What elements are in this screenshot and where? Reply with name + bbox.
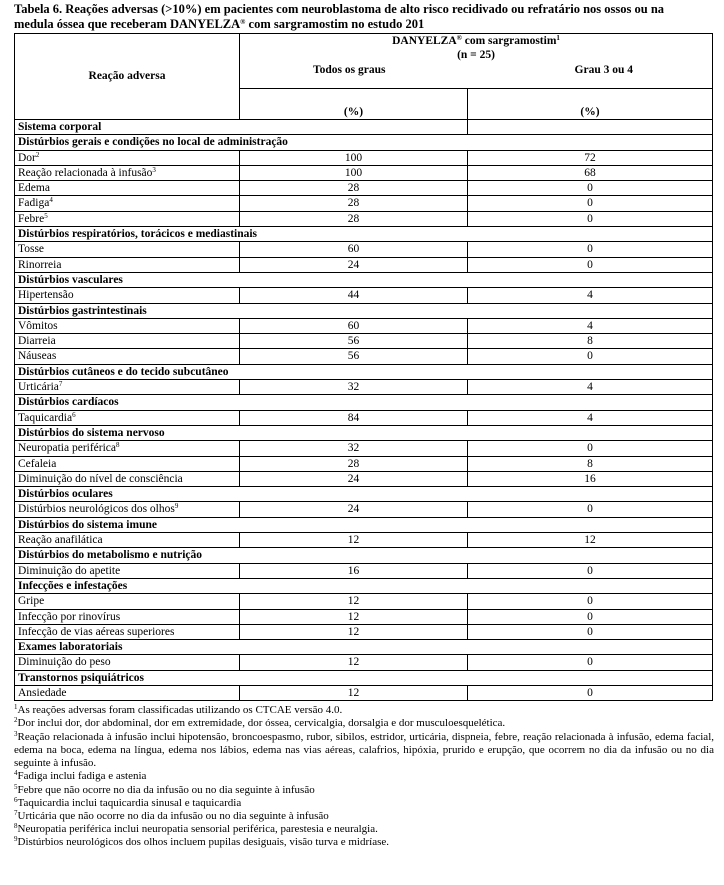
footnote-marker: 9 (174, 502, 179, 511)
table-row (15, 594, 713, 609)
all-grades-cell: 24 (240, 502, 468, 517)
grade34-cell: 8 (468, 334, 713, 349)
category-label: Distúrbios do metabolismo e nutrição (15, 548, 713, 563)
footnote-number: 2 (14, 716, 18, 725)
table-body (15, 120, 713, 701)
header-adverse-reaction: Reação adversa (15, 34, 240, 120)
grade34-cell: 4 (468, 410, 713, 425)
header-all-grades: Todos os graus (313, 63, 386, 76)
table-row (15, 563, 713, 578)
reaction-cell (15, 288, 240, 303)
reaction-label: Náuseas (18, 350, 57, 363)
category-row (15, 578, 713, 593)
reaction-cell (15, 318, 240, 333)
reaction-label: Rinorreia (18, 258, 62, 271)
grade34-cell: 8 (468, 456, 713, 471)
reaction-cell (15, 609, 240, 624)
table-row (15, 624, 713, 639)
footnote-text: Urticária que não ocorre no dia da infusão ou no dia seguinte à infusão (17, 809, 329, 822)
table-row (15, 502, 713, 517)
grade34-cell: 0 (468, 242, 713, 257)
category-label: Distúrbios do sistema nervoso (15, 425, 713, 440)
header-grade-3-4: Grau 3 ou 4 (574, 63, 633, 76)
category-label: Distúrbios gastrintestinais (15, 303, 713, 318)
table-row (15, 334, 713, 349)
footnote-text: Reação relacionada à infusão inclui hipotensão, broncoespasmo, rubor, sibilos, estridor, urticária, dispneia, febre, reação relacionada à infusão, edema facial, edema na boca, edema na língua, edema nos lábios, edema nas vias aéreas, calafrios, hipóxia, prurido e erupção, que ocorrem no dia da infusão ou no dia seguinte à infusão. (14, 730, 714, 770)
reaction-cell (15, 334, 240, 349)
table-row (15, 257, 713, 272)
all-grades-cell: 100 (240, 165, 468, 180)
header-drug-combo: com sargramostim (461, 35, 557, 47)
footnote-text: Taquicardia inclui taquicardia sinusal e taquicardia (17, 796, 242, 809)
grade34-cell: 0 (468, 609, 713, 624)
table-row (15, 533, 713, 548)
table-row (15, 318, 713, 333)
category-label: Distúrbios respiratórios, torácicos e mediastinais (15, 227, 713, 242)
reaction-label: Fadiga (18, 197, 50, 210)
footnote-marker: 2 (35, 150, 40, 159)
category-row (15, 487, 713, 502)
table-row (15, 441, 713, 456)
category-row (15, 135, 713, 150)
table-row (15, 181, 713, 196)
reaction-cell (15, 655, 240, 670)
all-grades-cell: 28 (240, 196, 468, 211)
table-row (15, 471, 713, 486)
footnote-number: 5 (14, 782, 18, 791)
reaction-cell (15, 150, 240, 165)
header-drug-group (240, 34, 713, 89)
reaction-cell (15, 196, 240, 211)
reaction-cell (15, 165, 240, 180)
category-label: Distúrbios do sistema imune (15, 517, 713, 532)
all-grades-cell: 24 (240, 257, 468, 272)
all-grades-cell: 56 (240, 349, 468, 364)
footnote-number: 7 (14, 808, 18, 817)
reaction-label: Vômitos (18, 319, 58, 332)
all-grades-cell: 84 (240, 410, 468, 425)
reaction-cell (15, 257, 240, 272)
caption-registered-mark: ® (240, 18, 246, 26)
grade34-cell: 4 (468, 380, 713, 395)
grade34-cell: 16 (468, 471, 713, 486)
footnote-marker: 8 (116, 441, 120, 450)
footnote-text: Distúrbios neurológicos dos olhos incluem pupilas desiguais, visão turva e midríase. (17, 836, 390, 849)
reaction-cell (15, 533, 240, 548)
footnote-text: As reações adversas foram classificadas utilizando os CTCAE versão 4.0. (17, 704, 343, 717)
grade34-cell: 68 (468, 165, 713, 180)
all-grades-cell: 56 (240, 334, 468, 349)
grade34-cell: 0 (468, 624, 713, 639)
category-label: Distúrbios vasculares (15, 272, 713, 287)
grade34-cell: 0 (468, 563, 713, 578)
reaction-cell (15, 624, 240, 639)
reaction-cell (15, 594, 240, 609)
reaction-label: Urticária (18, 381, 59, 394)
table-row (15, 410, 713, 425)
grade34-cell: 0 (468, 594, 713, 609)
grade34-cell: 72 (468, 150, 713, 165)
table-row (15, 288, 713, 303)
footnote-number: 8 (14, 822, 18, 831)
footnote-number: 1 (14, 703, 18, 712)
footnote-text: Febre que não ocorre no dia da infusão ou no dia seguinte à infusão (17, 783, 315, 796)
footnote-number: 6 (14, 795, 18, 804)
all-grades-cell: 44 (240, 288, 468, 303)
category-row (15, 272, 713, 287)
footnote (14, 770, 714, 783)
caption-line-2: medula óssea que receberam DANYELZA (14, 17, 241, 31)
footnotes (14, 704, 714, 849)
table-row (15, 349, 713, 364)
category-row (15, 303, 713, 318)
all-grades-cell: 28 (240, 456, 468, 471)
all-grades-cell: 100 (240, 150, 468, 165)
all-grades-cell: 24 (240, 471, 468, 486)
system-empty-cell (468, 120, 713, 135)
category-label: Distúrbios oculares (15, 487, 713, 502)
footnote-text: Fadiga inclui fadiga e astenia (17, 770, 147, 783)
footnote-marker: 6 (72, 410, 76, 419)
all-grades-cell: 12 (240, 685, 468, 700)
table-row (15, 196, 713, 211)
footnote (14, 810, 714, 823)
grade34-cell: 0 (468, 655, 713, 670)
reaction-label: Ansiedade (18, 686, 67, 699)
reaction-label: Cefaleia (18, 457, 57, 470)
category-label: Infecções e infestações (15, 578, 713, 593)
footnote-marker: 4 (49, 196, 53, 205)
category-row (15, 364, 713, 379)
reaction-cell (15, 563, 240, 578)
reaction-label: Reação anafilática (18, 534, 103, 547)
grade34-cell: 0 (468, 211, 713, 226)
reaction-cell (15, 242, 240, 257)
reaction-cell (15, 441, 240, 456)
all-grades-cell: 12 (240, 533, 468, 548)
table-row (15, 685, 713, 700)
caption-line-2-end: com sargramostim no estudo 201 (245, 17, 425, 31)
reaction-label: Neuropatia periférica (18, 442, 117, 455)
table-row (15, 456, 713, 471)
system-label: Sistema corporal (15, 120, 468, 135)
reaction-cell (15, 410, 240, 425)
table-row (15, 380, 713, 395)
all-grades-cell: 60 (240, 242, 468, 257)
reaction-cell (15, 380, 240, 395)
reaction-cell (15, 471, 240, 486)
footnote (14, 836, 714, 849)
reaction-label: Infecção por rinovírus (18, 610, 121, 623)
header-drug-footnote: 1 (556, 34, 560, 42)
category-row (15, 670, 713, 685)
table-row (15, 211, 713, 226)
all-grades-cell: 60 (240, 318, 468, 333)
reaction-label: Hipertensão (18, 289, 74, 302)
footnote-number: 9 (14, 835, 18, 844)
category-row (15, 640, 713, 655)
table-row (15, 242, 713, 257)
reaction-cell (15, 211, 240, 226)
reaction-label: Febre (18, 212, 45, 225)
category-row (15, 425, 713, 440)
footnote (14, 704, 714, 717)
caption-line-1: Tabela 6. Reações adversas (>10%) em pacientes com neuroblastoma de alto risco recidivado ou refratário nos ossos ou na (14, 2, 665, 16)
header-drug-registered: ® (456, 34, 462, 42)
reaction-label: Gripe (18, 595, 45, 608)
footnote (14, 797, 714, 810)
category-row (15, 517, 713, 532)
grade34-cell: 0 (468, 441, 713, 456)
footnote-text: Dor inclui dor, dor abdominal, dor em extremidade, dor óssea, cervicalgia, dorsalgia e dor musculoesquelética. (17, 717, 506, 730)
grade34-cell: 0 (468, 502, 713, 517)
table-row (15, 609, 713, 624)
category-label: Distúrbios gerais e condições no local de administração (15, 135, 713, 150)
footnote-marker: 3 (152, 165, 156, 174)
all-grades-cell: 32 (240, 441, 468, 456)
footnote-marker: 5 (44, 211, 48, 220)
reaction-label: Diminuição do peso (18, 656, 111, 669)
grade34-cell: 0 (468, 257, 713, 272)
category-row (15, 227, 713, 242)
reaction-label: Diminuição do apetite (18, 564, 121, 577)
footnote-marker: 7 (58, 380, 63, 389)
all-grades-cell: 12 (240, 624, 468, 639)
footnote (14, 731, 714, 771)
reaction-label: Distúrbios neurológicos dos olhos (18, 503, 175, 516)
category-label: Exames laboratoriais (15, 640, 713, 655)
header-n: (n = 25) (457, 49, 495, 62)
all-grades-cell: 12 (240, 594, 468, 609)
all-grades-cell: 32 (240, 380, 468, 395)
reaction-cell (15, 502, 240, 517)
grade34-cell: 0 (468, 196, 713, 211)
reaction-label: Tosse (18, 243, 45, 256)
all-grades-cell: 12 (240, 609, 468, 624)
footnote (14, 717, 714, 730)
grade34-cell: 0 (468, 349, 713, 364)
reaction-label: Diminuição do nível de consciência (18, 472, 183, 485)
footnote-number: 4 (14, 769, 18, 778)
grade34-cell: 4 (468, 288, 713, 303)
reaction-cell (15, 181, 240, 196)
table-row (15, 150, 713, 165)
table-row (15, 655, 713, 670)
reaction-label: Edema (18, 182, 50, 195)
all-grades-cell: 12 (240, 655, 468, 670)
grade34-cell: 0 (468, 685, 713, 700)
footnote (14, 823, 714, 836)
reaction-cell (15, 349, 240, 364)
reaction-label: Reação relacionada à infusão (18, 166, 153, 179)
reaction-label: Taquicardia (18, 411, 73, 424)
category-label: Distúrbios cutâneos e do tecido subcutâneo (15, 364, 713, 379)
grade34-cell: 12 (468, 533, 713, 548)
category-row (15, 395, 713, 410)
system-row (15, 120, 713, 135)
category-label: Transtornos psiquiátricos (15, 670, 713, 685)
table-header (15, 34, 713, 120)
footnote (14, 784, 714, 797)
header-pct-all: (%) (240, 89, 468, 120)
reaction-label: Dor (18, 151, 36, 164)
header-drug: DANYELZA (392, 35, 457, 47)
adverse-reactions-table (14, 33, 713, 701)
all-grades-cell: 28 (240, 181, 468, 196)
header-pct-grade34: (%) (468, 89, 713, 120)
reaction-label: Infecção de vias aéreas superiores (18, 625, 175, 638)
reaction-cell (15, 456, 240, 471)
reaction-label: Diarreia (18, 335, 56, 348)
grade34-cell: 4 (468, 318, 713, 333)
category-label: Distúrbios cardíacos (15, 395, 713, 410)
footnote-number: 3 (14, 729, 18, 738)
all-grades-cell: 16 (240, 563, 468, 578)
reaction-cell (15, 685, 240, 700)
grade34-cell: 0 (468, 181, 713, 196)
all-grades-cell: 28 (240, 211, 468, 226)
table-row (15, 165, 713, 180)
footnote-text: Neuropatia periférica inclui neuropatia sensorial periférica, parestesia e neuralgia. (17, 823, 378, 836)
table-caption (14, 2, 716, 32)
category-row (15, 548, 713, 563)
